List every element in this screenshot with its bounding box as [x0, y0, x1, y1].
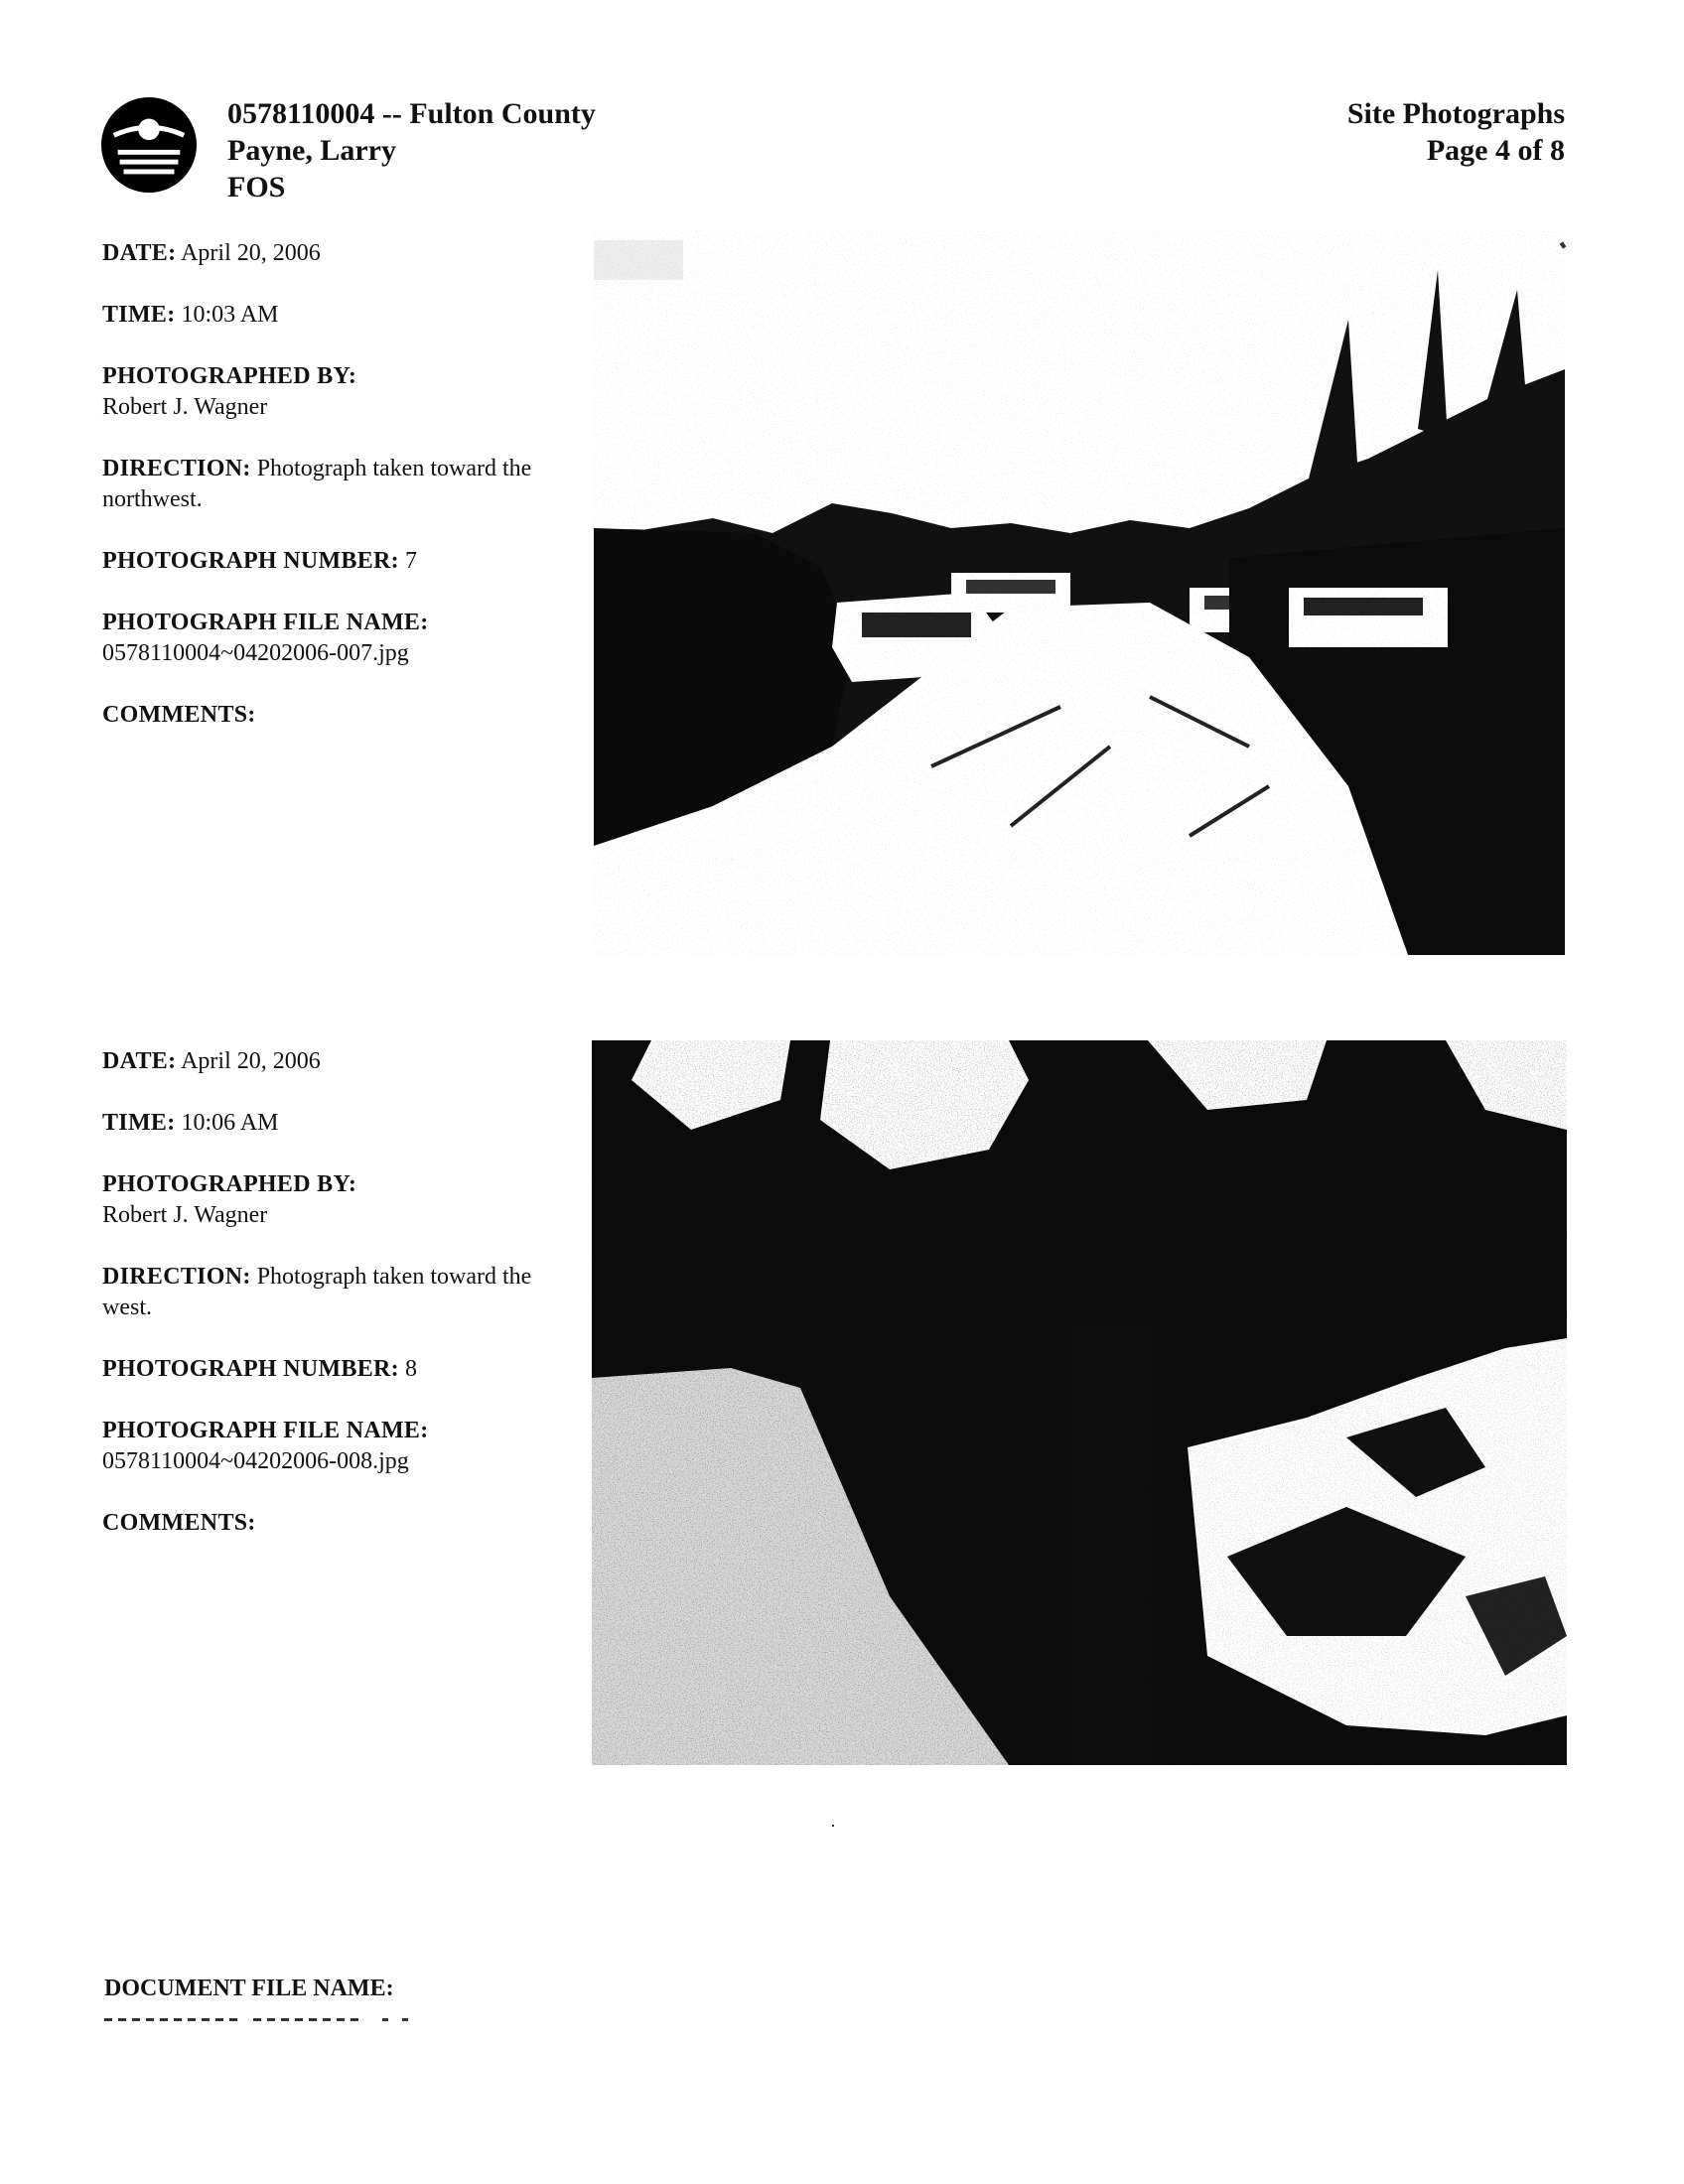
comments-label: COMMENTS: [102, 702, 256, 728]
scan-artifact [832, 1825, 834, 1827]
file-name-label: PHOTOGRAPH FILE NAME: [102, 610, 429, 635]
date-value: April 20, 2006 [181, 240, 321, 266]
agency-logo [100, 96, 198, 194]
owner-name: Payne, Larry [227, 134, 396, 167]
photographer-label: PHOTOGRAPHED BY: [102, 363, 357, 389]
file-name-value: 0578110004~04202006-008.jpg [102, 1448, 409, 1474]
time-label: TIME: [102, 302, 176, 328]
time-value: 10:06 AM [181, 1110, 279, 1136]
time-value: 10:03 AM [181, 302, 279, 328]
site-id-county: 0578110004 -- Fulton County [227, 97, 596, 130]
date-value: April 20, 2006 [181, 1048, 321, 1074]
direction-value: Photograph taken toward the west. [102, 1264, 532, 1320]
section-title: Site Photographs [1346, 97, 1565, 130]
site-photo-8 [592, 1040, 1567, 1765]
photographer-value: Robert J. Wagner [102, 1202, 268, 1228]
page-number: Page 4 of 8 [1426, 134, 1565, 167]
photographer-label: PHOTOGRAPHED BY: [102, 1171, 357, 1197]
file-name-label: PHOTOGRAPH FILE NAME: [102, 1418, 429, 1443]
photo-entry-1 [102, 238, 569, 761]
document-file-name-label: DOCUMENT FILE NAME: [104, 1976, 394, 2001]
comments-label: COMMENTS: [102, 1510, 256, 1536]
photo-number-value: 7 [404, 548, 417, 574]
time-label: TIME: [102, 1110, 176, 1136]
site-photo-7 [594, 230, 1565, 955]
direction-label: DIRECTION: [102, 1264, 251, 1290]
date-label: DATE: [102, 240, 177, 266]
cut-off-text-fragment [104, 2017, 432, 2023]
photo-entry-2 [102, 1046, 569, 1570]
date-label: DATE: [102, 1048, 177, 1074]
direction-label: DIRECTION: [102, 456, 251, 481]
photographer-value: Robert J. Wagner [102, 394, 268, 420]
photo-number-label: PHOTOGRAPH NUMBER: [102, 548, 399, 574]
page-header [1347, 95, 1565, 169]
photo-number-value: 8 [404, 1356, 417, 1382]
photo-number-label: PHOTOGRAPH NUMBER: [102, 1356, 399, 1382]
site-type: FOS [227, 171, 286, 204]
direction-value: Photograph taken toward the northwest. [102, 456, 532, 512]
site-header [227, 95, 596, 205]
file-name-value: 0578110004~04202006-007.jpg [102, 640, 409, 666]
